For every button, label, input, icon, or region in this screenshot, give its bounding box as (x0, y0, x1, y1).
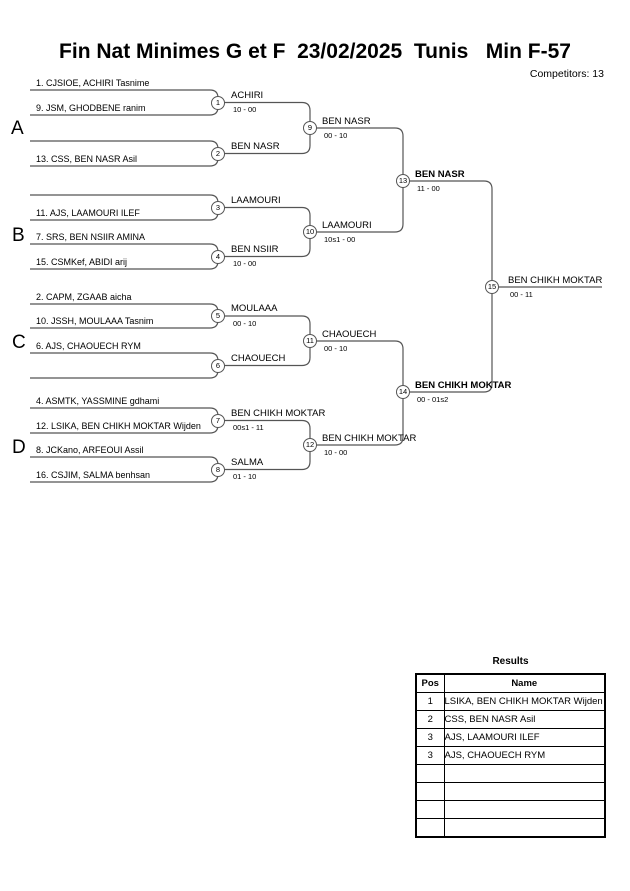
pos-cell (416, 783, 444, 801)
match-number-circle: 1 (211, 96, 225, 110)
table-row (416, 747, 605, 765)
match-number-circle: 14 (396, 385, 410, 399)
match-winner: BEN NSIIR (231, 244, 279, 255)
match-score: 00 - 10 (324, 344, 348, 353)
bracket-entry: 2. CAPM, ZGAAB aicha (36, 292, 132, 302)
match-winner: BEN NASR (415, 169, 465, 180)
match-score: 01 - 10 (233, 472, 257, 481)
match-number-circle: 3 (211, 201, 225, 215)
match-winner: MOULAAA (231, 303, 278, 314)
match-winner: SALMA (231, 457, 264, 468)
pos-cell (416, 801, 444, 819)
group-label-c: C (12, 332, 26, 353)
table-header-row (416, 674, 605, 693)
match-number-circle: 7 (211, 414, 225, 428)
table-row (416, 693, 605, 711)
match-number-circle: 12 (303, 438, 317, 452)
match-number-circle: 2 (211, 147, 225, 161)
match-winner: BEN NASR (231, 141, 280, 152)
bracket-entry: 15. CSMKef, ABIDI arij (36, 257, 128, 267)
match-number-circle: 15 (485, 280, 499, 294)
table-row (416, 711, 605, 729)
match-number-circle: 10 (303, 225, 317, 239)
match-winner: LAAMOURI (231, 195, 281, 206)
bracket-entry: 16. CSJIM, SALMA benhsan (36, 470, 151, 480)
bracket-entry: 9. JSM, GHODBENE ranim (36, 103, 146, 113)
group-label-a: A (11, 118, 24, 139)
match-score: 10s1 - 00 (324, 235, 356, 244)
results-header-name: Name (444, 674, 605, 693)
results-table (415, 673, 606, 838)
bracket-entry: 11. AJS, LAAMOURI ILEF (36, 208, 140, 218)
bracket-entry: 4. ASMTK, YASSMINE gdhami (36, 396, 160, 406)
match-number-circle: 6 (211, 359, 225, 373)
bracket-entry: 6. AJS, CHAOUECH RYM (36, 341, 141, 351)
table-row (416, 765, 605, 783)
bracket-entry: 13. CSS, BEN NASR Asil (36, 154, 138, 164)
match-score: 00 - 10 (324, 131, 348, 140)
name-cell: CSS, BEN NASR Asil (444, 711, 605, 729)
match-winner: BEN CHIKH MOKTAR (415, 380, 512, 391)
table-row (416, 801, 605, 819)
final-lines (403, 181, 602, 392)
match-score: 11 - 00 (417, 184, 440, 193)
name-cell (444, 819, 605, 838)
results-header-pos: Pos (416, 674, 444, 693)
match-score: 10 - 00 (324, 448, 348, 457)
match-score: 00 - 11 (510, 290, 533, 299)
name-cell (444, 765, 605, 783)
table-row (416, 729, 605, 747)
name-cell: LSIKA, BEN CHIKH MOKTAR Wijden (444, 693, 605, 711)
name-cell: AJS, CHAOUECH RYM (444, 747, 605, 765)
match-number-circle: 9 (303, 121, 317, 135)
bracket-entry: 12. LSIKA, BEN CHIKH MOKTAR Wijden (36, 421, 201, 431)
match-score: 00s1 - 11 (233, 423, 264, 432)
pos-cell: 1 (416, 693, 444, 711)
results-section (415, 656, 606, 838)
bracket-entry: 8. JCKano, ARFEOUI Assil (36, 445, 144, 455)
match-score: 10 - 00 (233, 105, 257, 114)
pos-cell: 3 (416, 729, 444, 747)
bracket-entry: 1. CJSIOE, ACHIRI Tasnime (36, 78, 150, 88)
match-winner: ACHIRI (231, 90, 264, 101)
pos-cell: 2 (416, 711, 444, 729)
results-title: Results (492, 656, 529, 667)
pos-cell (416, 765, 444, 783)
bracket-entry: 10. JSSH, MOULAAA Tasnim (36, 316, 154, 326)
match-score: 00 - 10 (233, 319, 257, 328)
table-row (416, 819, 605, 838)
match-score: 10 - 00 (233, 259, 257, 268)
group-label-b: B (12, 225, 25, 246)
match-number-circle: 5 (211, 309, 225, 323)
pos-cell: 3 (416, 747, 444, 765)
group-label-d: D (12, 437, 26, 458)
competitors-count: Competitors: 13 (529, 68, 604, 80)
match-winner: CHAOUECH (322, 329, 377, 340)
match-winner: CHAOUECH (231, 353, 286, 364)
match-winner: BEN CHIKH MOKTAR (508, 275, 603, 286)
match-score: 00 - 01s2 (417, 395, 449, 404)
page-title: Fin Nat Minimes G et F 23/02/2025 Tunis Min F-57 (59, 40, 571, 63)
match-winner: BEN CHIKH MOKTAR (231, 408, 326, 419)
bracket-entry: 7. SRS, BEN NSIIR AMINA (36, 232, 146, 242)
semifinal-lines (310, 128, 403, 445)
name-cell (444, 783, 605, 801)
match-winner: BEN NASR (322, 116, 371, 127)
match-winner: LAAMOURI (322, 220, 372, 231)
match-number-circle: 13 (396, 174, 410, 188)
table-row (416, 783, 605, 801)
match-number-circle: 4 (211, 250, 225, 264)
match-number-circle: 8 (211, 463, 225, 477)
name-cell (444, 801, 605, 819)
name-cell: AJS, LAAMOURI ILEF (444, 729, 605, 747)
match-number-circle: 11 (303, 334, 317, 348)
pos-cell (416, 819, 444, 838)
match-winner: BEN CHIKH MOKTAR (322, 433, 417, 444)
